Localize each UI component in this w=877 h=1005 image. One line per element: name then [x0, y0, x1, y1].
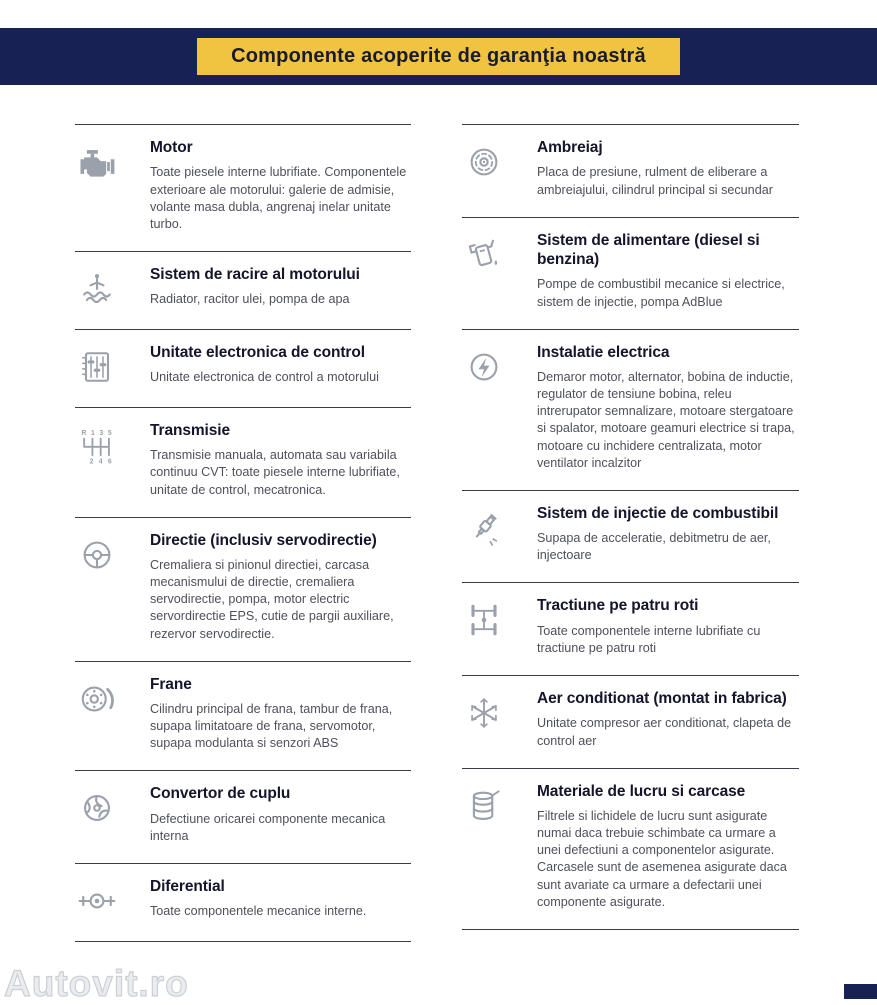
materials-icon — [462, 784, 506, 828]
item-brakes — [75, 661, 411, 771]
item-motor — [75, 124, 411, 251]
transmission-icon — [75, 423, 119, 467]
item-description: Defectiune oricarei componente mecanica interna — [150, 811, 386, 843]
item-description: Demaror motor, alternator, bobina de inductie, regulator de tensiune bobina, releu intrerupator semnalizare, motoare stergatoare si spalator, motoare geamuri electrice si trapa, motoare cu inchidere centralizata, motor ventilator incalzitor — [537, 370, 795, 470]
fuel-system-icon — [462, 233, 506, 277]
corner-accent — [844, 984, 877, 999]
item-title: Frane — [150, 675, 192, 693]
item-title: Instalatie electrica — [537, 343, 670, 361]
svg-text:R 1 3 5: R 1 3 5 — [81, 429, 112, 437]
item-materials — [462, 768, 799, 930]
item-title: Directie (inclusiv servodirectie) — [150, 531, 377, 549]
item-description: Transmisie manuala, automata sau variabila continuu CVT: toate piesele interne lubrifiate, unitate de control, mecatronica. — [150, 448, 400, 497]
item-title: Sistem de racire al motorului — [150, 265, 360, 283]
item-title: Tractiune pe patru roti — [537, 597, 699, 615]
item-title: Sistem de injectie de combustibil — [537, 504, 779, 522]
item-title: Materiale de lucru si carcase — [537, 782, 746, 800]
engine-icon — [75, 140, 119, 184]
item-description: Unitate electronica de control a motorului — [150, 370, 379, 385]
watermark: Autovit.ro — [4, 963, 189, 1004]
item-description: Pompe de combustibil mecanice si electrice, sistem de injectie, pompa AdBlue — [537, 277, 785, 309]
page-title: Componente acoperite de garanţia noastră — [197, 38, 680, 75]
item-clutch — [462, 124, 799, 217]
item-description: Cilindru principal de frana, tambur de frana, supapa limitatoare de frana, servomotor, supapa modulanta si senzori ABS — [150, 702, 393, 751]
item-differential — [75, 863, 411, 942]
item-electrical-system — [462, 329, 799, 490]
air-conditioning-icon — [462, 691, 506, 735]
item-title: Unitate electronica de control — [150, 343, 365, 361]
item-torque-converter — [75, 770, 411, 863]
clutch-icon — [462, 140, 506, 184]
item-title: Sistem de alimentare (diesel si benzina) — [537, 231, 760, 268]
torque-converter-icon — [75, 786, 119, 830]
item-air-conditioning — [462, 675, 799, 768]
item-steering — [75, 517, 411, 661]
item-description: Placa de presiune, rulment de eliberare a ambreiajului, cilindrul principal si secundar — [537, 165, 773, 197]
item-title: Transmisie — [150, 421, 230, 439]
item-description: Radiator, racitor ulei, pompa de apa — [150, 292, 350, 307]
item-description: Unitate compresor aer conditionat, clapeta de control aer — [537, 716, 792, 748]
item-description: Cremaliera si pinionul directiei, carcasa mecanismului de directie, cremaliera servodirectie, pompa, motor electric servordirectie EPS, cutie de pargii auxiliare, rezervor servodirectie. — [150, 558, 394, 641]
svg-text:2 4 6: 2 4 6 — [89, 458, 112, 466]
header — [0, 28, 877, 85]
cooling-system-icon — [75, 267, 119, 311]
item-description: Toate piesele interne lubrifiate. Componentele exterioare ale motorului: galerie de admisie, volante masa dubla, angrenaj inelar unitate turbo. — [150, 165, 407, 231]
right-column — [462, 124, 799, 930]
item-description: Supapa de acceleratie, debitmetru de aer, injectoare — [537, 531, 771, 563]
item-title: Ambreiaj — [537, 139, 603, 156]
item-description: Toate componentele interne lubrifiate cu tractiune pe patru roti — [537, 623, 761, 655]
item-four-wheel-drive — [462, 582, 799, 675]
four-wheel-drive-icon — [462, 598, 506, 642]
item-title: Diferential — [150, 878, 225, 895]
item-title: Convertor de cuplu — [150, 785, 291, 803]
left-column — [75, 124, 411, 942]
brake-disc-icon — [75, 677, 119, 721]
item-transmission — [75, 407, 411, 517]
item-description: Filtrele si lichidele de lucru sunt asigurate numai daca trebuie schimbate ca urmare a unei defectiuni a componentelor asigurate. Carcasele sunt de asemenea asigurate daca sunt avariate ca urmare a defectarii unei componente asigurate. — [537, 809, 787, 909]
item-ecu — [75, 329, 411, 407]
item-cooling-system — [75, 251, 411, 329]
differential-icon — [75, 879, 119, 923]
item-title: Motor — [150, 139, 193, 156]
steering-wheel-icon — [75, 533, 119, 577]
fuel-injection-icon — [462, 506, 506, 550]
ecu-icon — [75, 345, 119, 389]
item-description: Toate componentele mecanice interne. — [150, 904, 367, 919]
warranty-list — [75, 124, 799, 942]
item-fuel-injection — [462, 490, 799, 583]
item-title: Aer conditionat (montat in fabrica) — [537, 690, 787, 707]
electrical-system-icon — [462, 345, 506, 389]
item-fuel-system — [462, 217, 799, 329]
